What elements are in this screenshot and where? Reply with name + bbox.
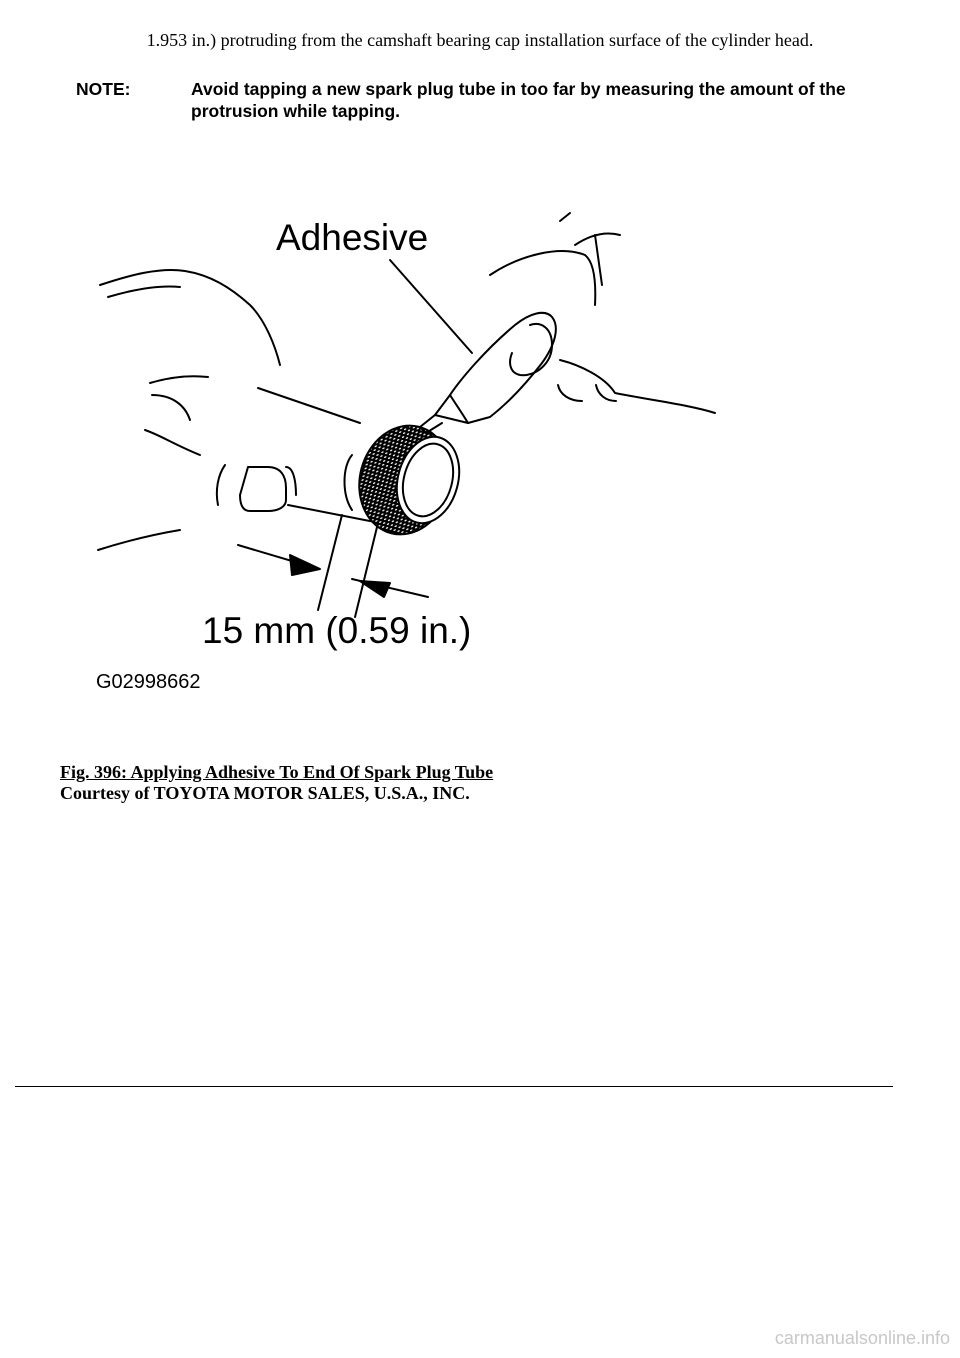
caption-credit: Courtesy of TOYOTA MOTOR SALES, U.S.A., INC.: [60, 783, 470, 803]
footer-divider: [15, 1086, 893, 1087]
left-hand-lower-drawing: [217, 465, 225, 505]
dimension-left-line: [318, 515, 342, 610]
tube-body-drawing: [258, 388, 360, 423]
dimension-right-line: [355, 523, 378, 617]
note-label: NOTE:: [76, 79, 131, 99]
dimension-arrow-right: [360, 581, 390, 597]
dimension-arrow-left: [290, 555, 320, 575]
left-hand-upper-drawing: [100, 270, 280, 365]
note-text: Avoid tapping a new spark plug tube in too far by measuring the amount of the protrusion while tapping.: [191, 79, 846, 121]
intro-text: 1.953 in.) protruding from the camshaft bearing cap installation surface of the cylinder head.: [146, 30, 814, 50]
figure-label-dimension: 15 mm (0.59 in.): [202, 610, 472, 651]
watermark: carmanualsonline.info: [774, 1328, 950, 1348]
figure-code: G02998662: [96, 671, 201, 693]
figure-label-adhesive: Adhesive: [276, 217, 429, 258]
figure-caption: [60, 762, 493, 804]
caption-title[interactable]: Fig. 396: Applying Adhesive To End Of Spark Plug Tube: [60, 762, 494, 782]
adhesive-leader-line: [390, 260, 472, 353]
figure-illustration: [90, 205, 730, 705]
right-hand-drawing: [490, 251, 595, 305]
adhesive-bottle-drawing: [435, 313, 556, 423]
